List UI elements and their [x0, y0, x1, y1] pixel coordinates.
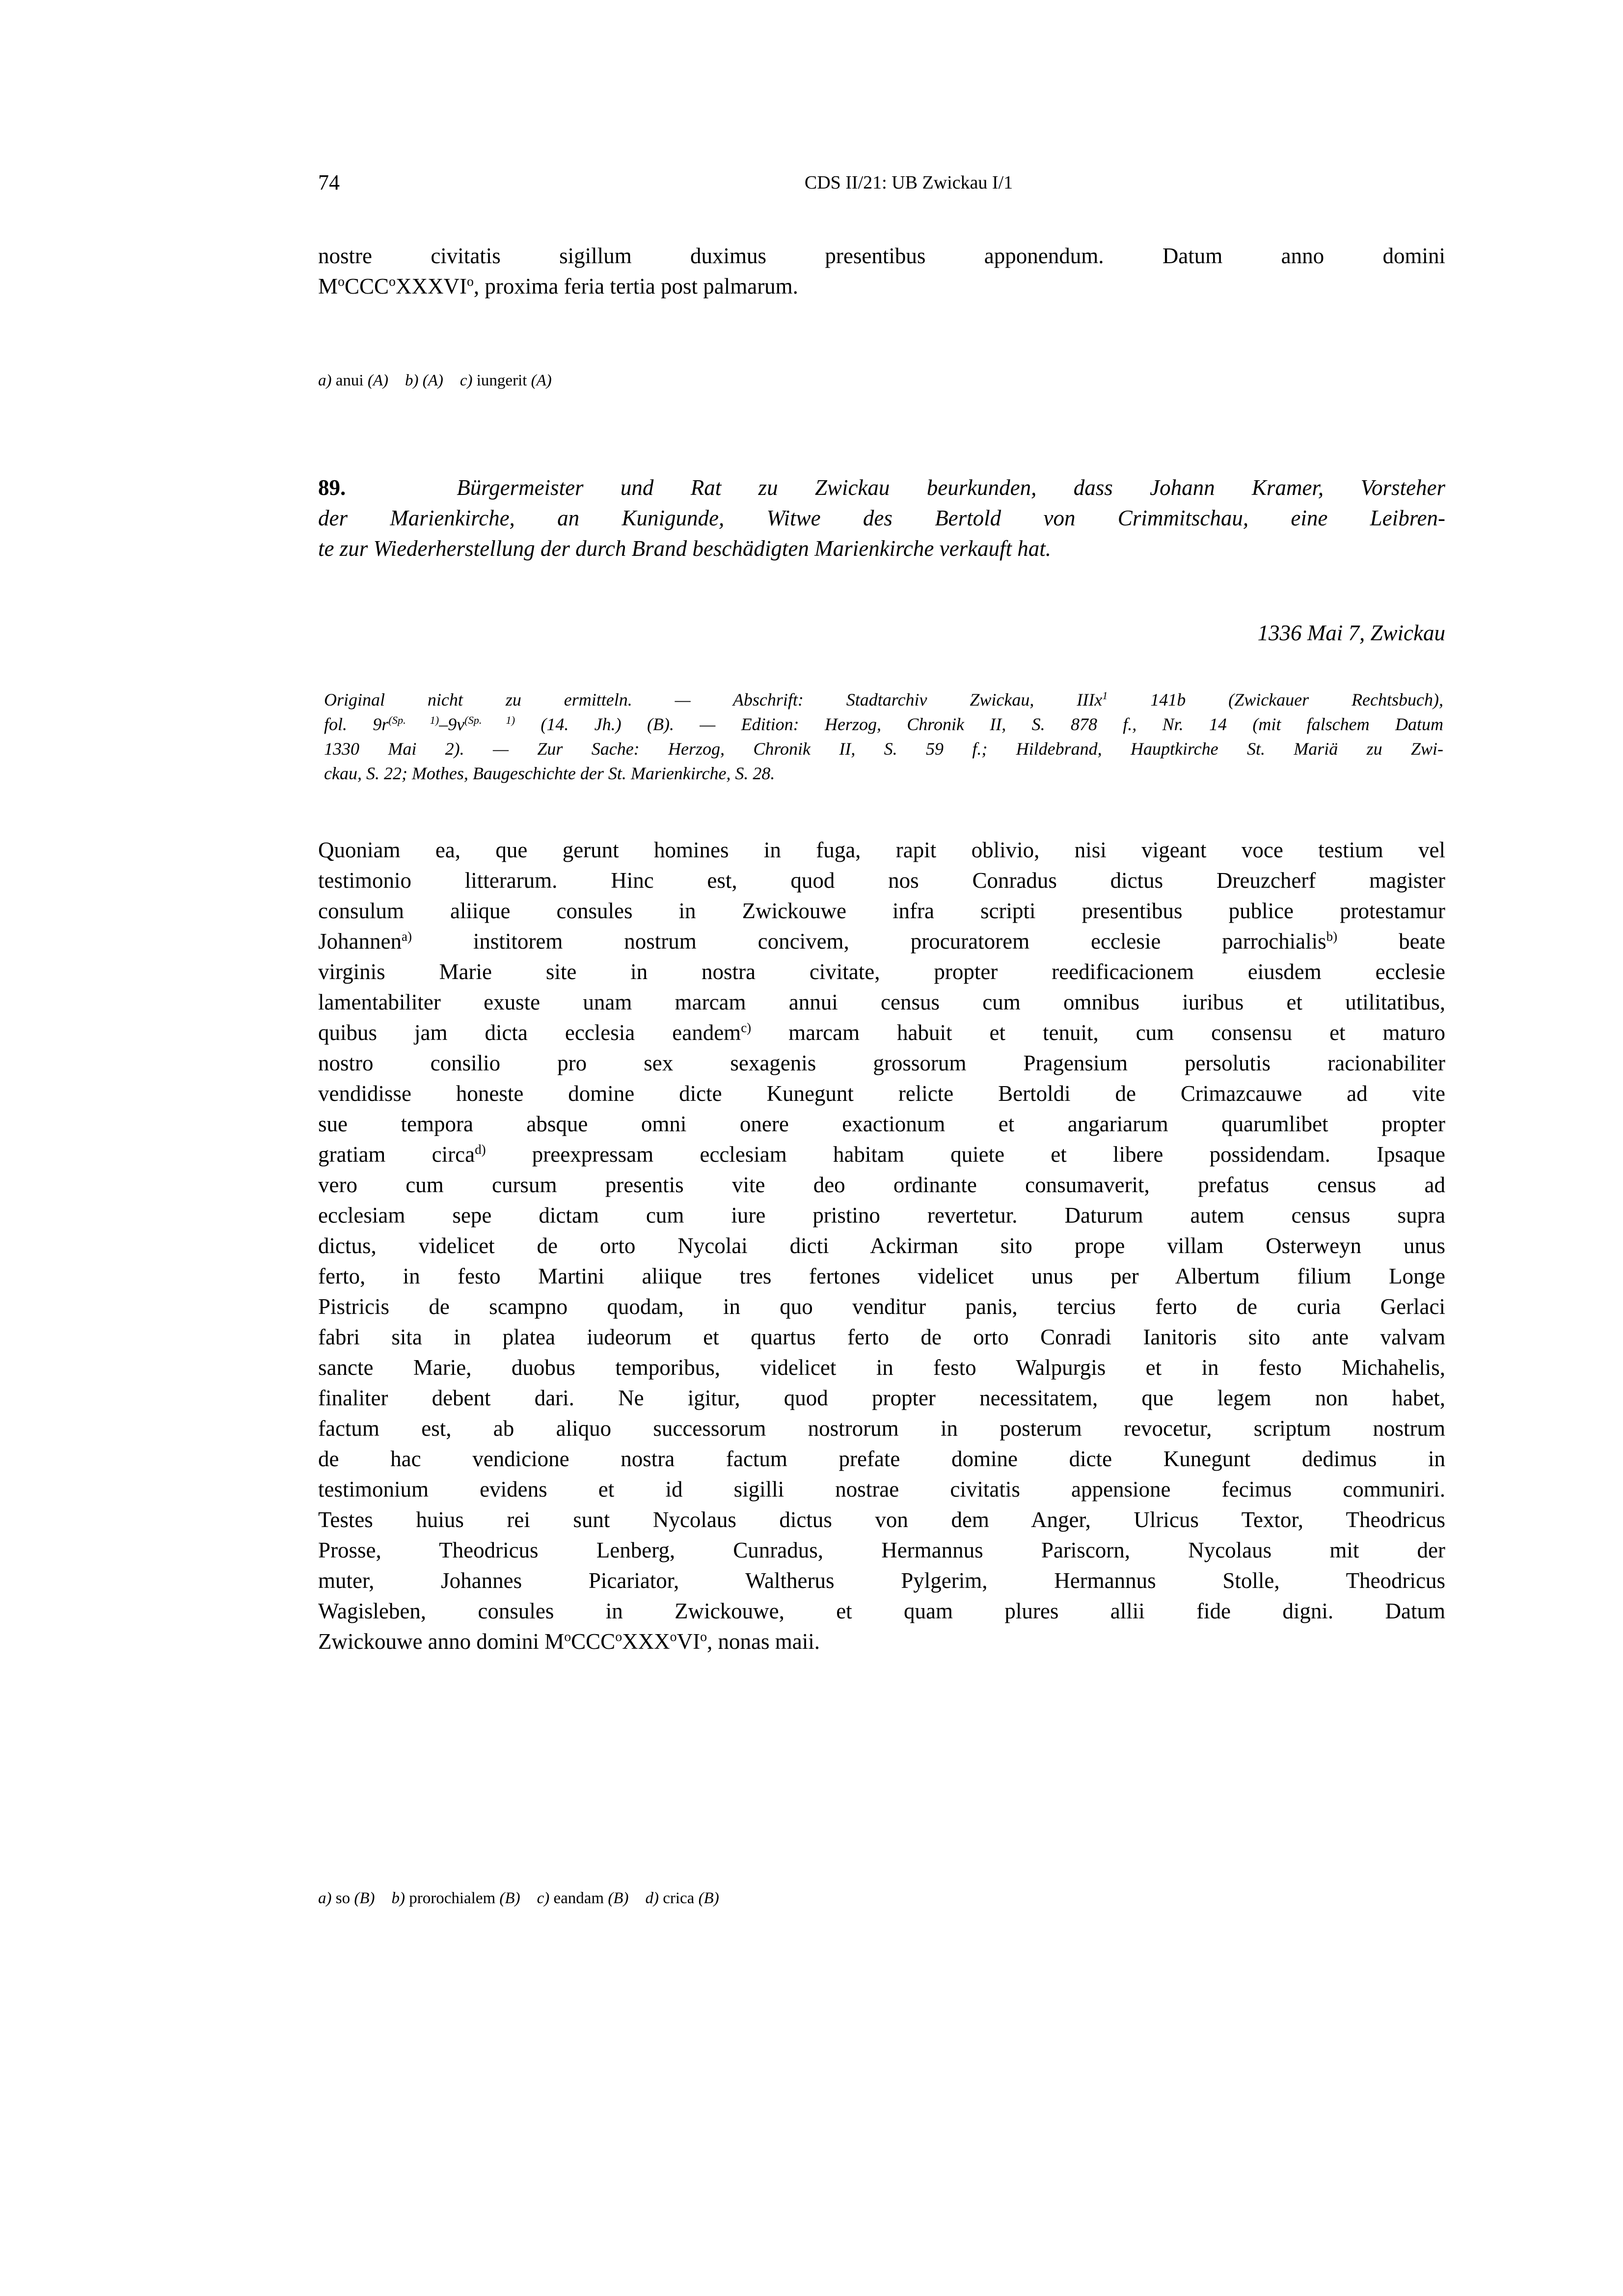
charter-text-line: fabri sita in platea iudeorum et quartus ferto de orto Conradi Ianitoris sito ante valvam	[318, 1325, 1445, 1349]
charter-text-line: sue tempora absque omni onere exactionum et angariarum quarumlibet propter	[318, 1112, 1445, 1136]
apparatus-reading: iungerit	[472, 372, 531, 389]
charter-text-line: de hac vendicione nostra factum prefate domine dicte Kunegunt dedimus in	[318, 1447, 1445, 1471]
roman-numeral-part: CCC	[571, 1629, 616, 1654]
roman-numeral-part: VI	[676, 1629, 701, 1654]
charter-number: 89.	[318, 475, 346, 500]
charter-text-line	[318, 926, 1445, 957]
regest-line: te zur Wiederherstellung der durch Brand beschädigten Marienkirche verkauft hat.	[318, 536, 1052, 561]
provenance-line: ckau, S. 22; Mothes, Baugeschichte der St. Marienkirche, S. 28.	[324, 764, 775, 783]
charter-dateline: 1336 Mai 7, Zwickau	[1257, 621, 1445, 645]
continued-charter-text	[318, 241, 1445, 301]
roman-numeral-part: XXXVI	[395, 274, 467, 299]
superscript-o: o	[670, 1629, 677, 1644]
regest-text: Bürgermeister und Rat zu Zwickau beurkunden, dass Johann Kramer, Vorsteher	[457, 475, 1446, 500]
bottom-critical-apparatus	[318, 1887, 1445, 1910]
charter-text-line: Testes huius rei sunt Nycolaus dictus von dem Anger, Ulricus Textor, Theodricus	[318, 1507, 1445, 1532]
charter-text-line: consulum aliique consules in Zwickouwe infra scripti presentibus publice protestamur	[318, 899, 1445, 923]
shelfmark-superscript: 1	[1102, 689, 1108, 702]
folio-column-superscript: (Sp. 1)	[388, 714, 439, 726]
charter-text-part: beate	[1337, 929, 1445, 954]
charter-text-line: dictus, videlicet de orto Nycolai dicti Ackirman sito prope villam Osterweyn unus	[318, 1233, 1445, 1258]
charter-text-line	[318, 1626, 1445, 1657]
charter-text-line: muter, Johannes Picariator, Waltherus Pylgerim, Hermannus Stolle, Theodricus	[318, 1568, 1445, 1593]
apparatus-source: (B)	[608, 1889, 629, 1907]
charter-regest	[318, 472, 1445, 564]
roman-numeral-part: CCC	[344, 274, 389, 299]
provenance-line: 1330 Mai 2). — Zur Sache: Herzog, Chronik II, S. 59 f.; Hildebrand, Hauptkirche St. Mariä zu Zwi-	[324, 739, 1443, 759]
apparatus-reading: prorochialem	[405, 1889, 500, 1907]
apparatus-reading: crica	[658, 1889, 699, 1907]
apparatus-marker: b)	[391, 1889, 405, 1907]
superscript-o: o	[338, 274, 345, 289]
apparatus-marker: c)	[537, 1889, 550, 1907]
apparatus-reading: so	[331, 1889, 354, 1907]
charter-text-line	[318, 1017, 1445, 1048]
provenance-text: fol. 9r	[324, 714, 389, 734]
top-critical-apparatus	[318, 369, 1445, 392]
apparatus-reading: anui	[331, 372, 368, 389]
apparatus-source: (A)	[367, 372, 388, 389]
provenance-text: (14. Jh.) (B). — Edition: Herzog, Chronik II, S. 878 f., Nr. 14 (mit falschem Datum	[515, 714, 1443, 734]
charter-text-part: preexpressam ecclesiam habitam quiete et libere possidendam. Ipsaque	[486, 1142, 1445, 1167]
superscript-o: o	[389, 274, 396, 289]
charter-text-part: marcam habuit et tenuit, cum consensu et maturo	[751, 1020, 1446, 1045]
superscript-o: o	[615, 1629, 622, 1644]
charter-text-line: lamentabiliter exuste unam marcam annui census cum omnibus iuribus et utilitatibus,	[318, 990, 1445, 1014]
running-title: CDS II/21: UB Zwickau I/1	[804, 172, 1013, 193]
charter-text-line: virginis Marie site in nostra civitate, propter reedificacionem eiusdem ecclesie	[318, 959, 1445, 984]
charter-text-line: Wagisleben, consules in Zwickouwe, et quam plures allii fide digni. Datum	[318, 1599, 1445, 1623]
charter-text-line	[318, 1139, 1445, 1170]
folio-column-superscript: (Sp. 1)	[464, 714, 515, 726]
roman-numeral-part: M	[318, 274, 338, 299]
superscript-o: o	[564, 1629, 571, 1644]
charter-text-part: institorem nostrum concivem, procuratorem ecclesie parrochialis	[411, 929, 1326, 954]
apparatus-source: (A)	[531, 372, 552, 389]
apparatus-marker: b)	[405, 372, 419, 389]
provenance-line	[324, 712, 1443, 737]
superscript-o: o	[700, 1629, 707, 1644]
running-head	[318, 171, 1445, 194]
page-number: 74	[318, 170, 340, 194]
apparatus-marker: a)	[318, 1889, 332, 1907]
apparatus-reference-b: b)	[1326, 929, 1338, 944]
charter-text-part: Zwickouwe anno domini M	[318, 1629, 565, 1654]
charter-text-line: testimonio litterarum. Hinc est, quod nos Conradus dictus Dreuzcherf magister	[318, 868, 1445, 893]
provenance-text: –9v	[439, 714, 465, 734]
charter-text-line: testimonium evidens et id sigilli nostrae civitatis appensione fecimus communiri.	[318, 1477, 1445, 1502]
charter-text-line: sancte Marie, duobus temporibus, videlicet in festo Walpurgis et in festo Michahelis,	[318, 1355, 1445, 1380]
charter-text-line: nostre civitatis sigillum duximus presentibus apponendum. Datum anno domini	[318, 244, 1445, 268]
apparatus-reading: eandam	[549, 1889, 608, 1907]
apparatus-marker: a)	[318, 372, 332, 389]
charter-text-part: Johannen	[318, 929, 402, 954]
charter-text-line: ferto, in festo Martini aliique tres fertones videlicet unus per Albertum filium Longe	[318, 1264, 1445, 1288]
apparatus-source: (B)	[354, 1889, 375, 1907]
apparatus-source: (B)	[499, 1889, 520, 1907]
charter-text-line: Pistricis de scampno quodam, in quo venditur panis, tercius ferto de curia Gerlaci	[318, 1294, 1445, 1319]
charter-text-tail: , proxima feria tertia post palmarum.	[473, 274, 798, 299]
superscript-o: o	[466, 274, 474, 289]
roman-numeral-part: XXX	[622, 1629, 670, 1654]
charter-text-line: factum est, ab aliquo successorum nostrorum in posterum revocetur, scriptum nostrum	[318, 1416, 1445, 1441]
charter-text-part: quibus jam dicta ecclesia eandem	[318, 1020, 741, 1045]
provenance-note	[324, 687, 1443, 786]
charter-text-line: finaliter debent dari. Ne igitur, quod propter necessitatem, que legem non habet,	[318, 1386, 1445, 1410]
charter-text-tail: , nonas maii.	[707, 1629, 820, 1654]
provenance-text: 141b (Zwickauer Rechtsbuch),	[1108, 690, 1443, 710]
charter-body-text	[318, 835, 1445, 1657]
apparatus-reference-d: d)	[475, 1142, 486, 1157]
apparatus-reference-a: a)	[401, 929, 412, 944]
charter-text-line: ecclesiam sepe dictam cum iure pristino revertetur. Daturum autem census supra	[318, 1203, 1445, 1228]
apparatus-reading	[418, 372, 422, 389]
charter-text-part: gratiam circa	[318, 1142, 475, 1167]
charter-text-line: vero cum cursum presentis vite deo ordinante consumaverit, prefatus census ad	[318, 1173, 1445, 1197]
provenance-text: Original nicht zu ermitteln. — Abschrift: Stadtarchiv Zwickau, IIIx	[324, 690, 1103, 710]
charter-text-line: nostro consilio pro sex sexagenis grossorum Pragensium persolutis racionabiliter	[318, 1051, 1445, 1075]
apparatus-source: (A)	[422, 372, 443, 389]
apparatus-marker: c)	[460, 372, 473, 389]
regest-line	[318, 472, 1445, 503]
charter-text-line: Prosse, Theodricus Lenberg, Cunradus, Hermannus Pariscorn, Nycolaus mit der	[318, 1538, 1445, 1562]
regest-line: der Marienkirche, an Kunigunde, Witwe des Bertold von Crimmitschau, eine Leibren-	[318, 506, 1445, 530]
charter-text-line: vendidisse honeste domine dicte Kunegunt relicte Bertoldi de Crimazcauwe ad vite	[318, 1081, 1445, 1106]
charter-text-line	[318, 271, 1445, 301]
apparatus-marker: d)	[645, 1889, 659, 1907]
charter-text-line: Quoniam ea, que gerunt homines in fuga, rapit oblivio, nisi vigeant voce testium vel	[318, 838, 1445, 862]
apparatus-reference-c: c)	[741, 1020, 752, 1035]
apparatus-source: (B)	[698, 1889, 719, 1907]
provenance-line	[324, 687, 1443, 712]
